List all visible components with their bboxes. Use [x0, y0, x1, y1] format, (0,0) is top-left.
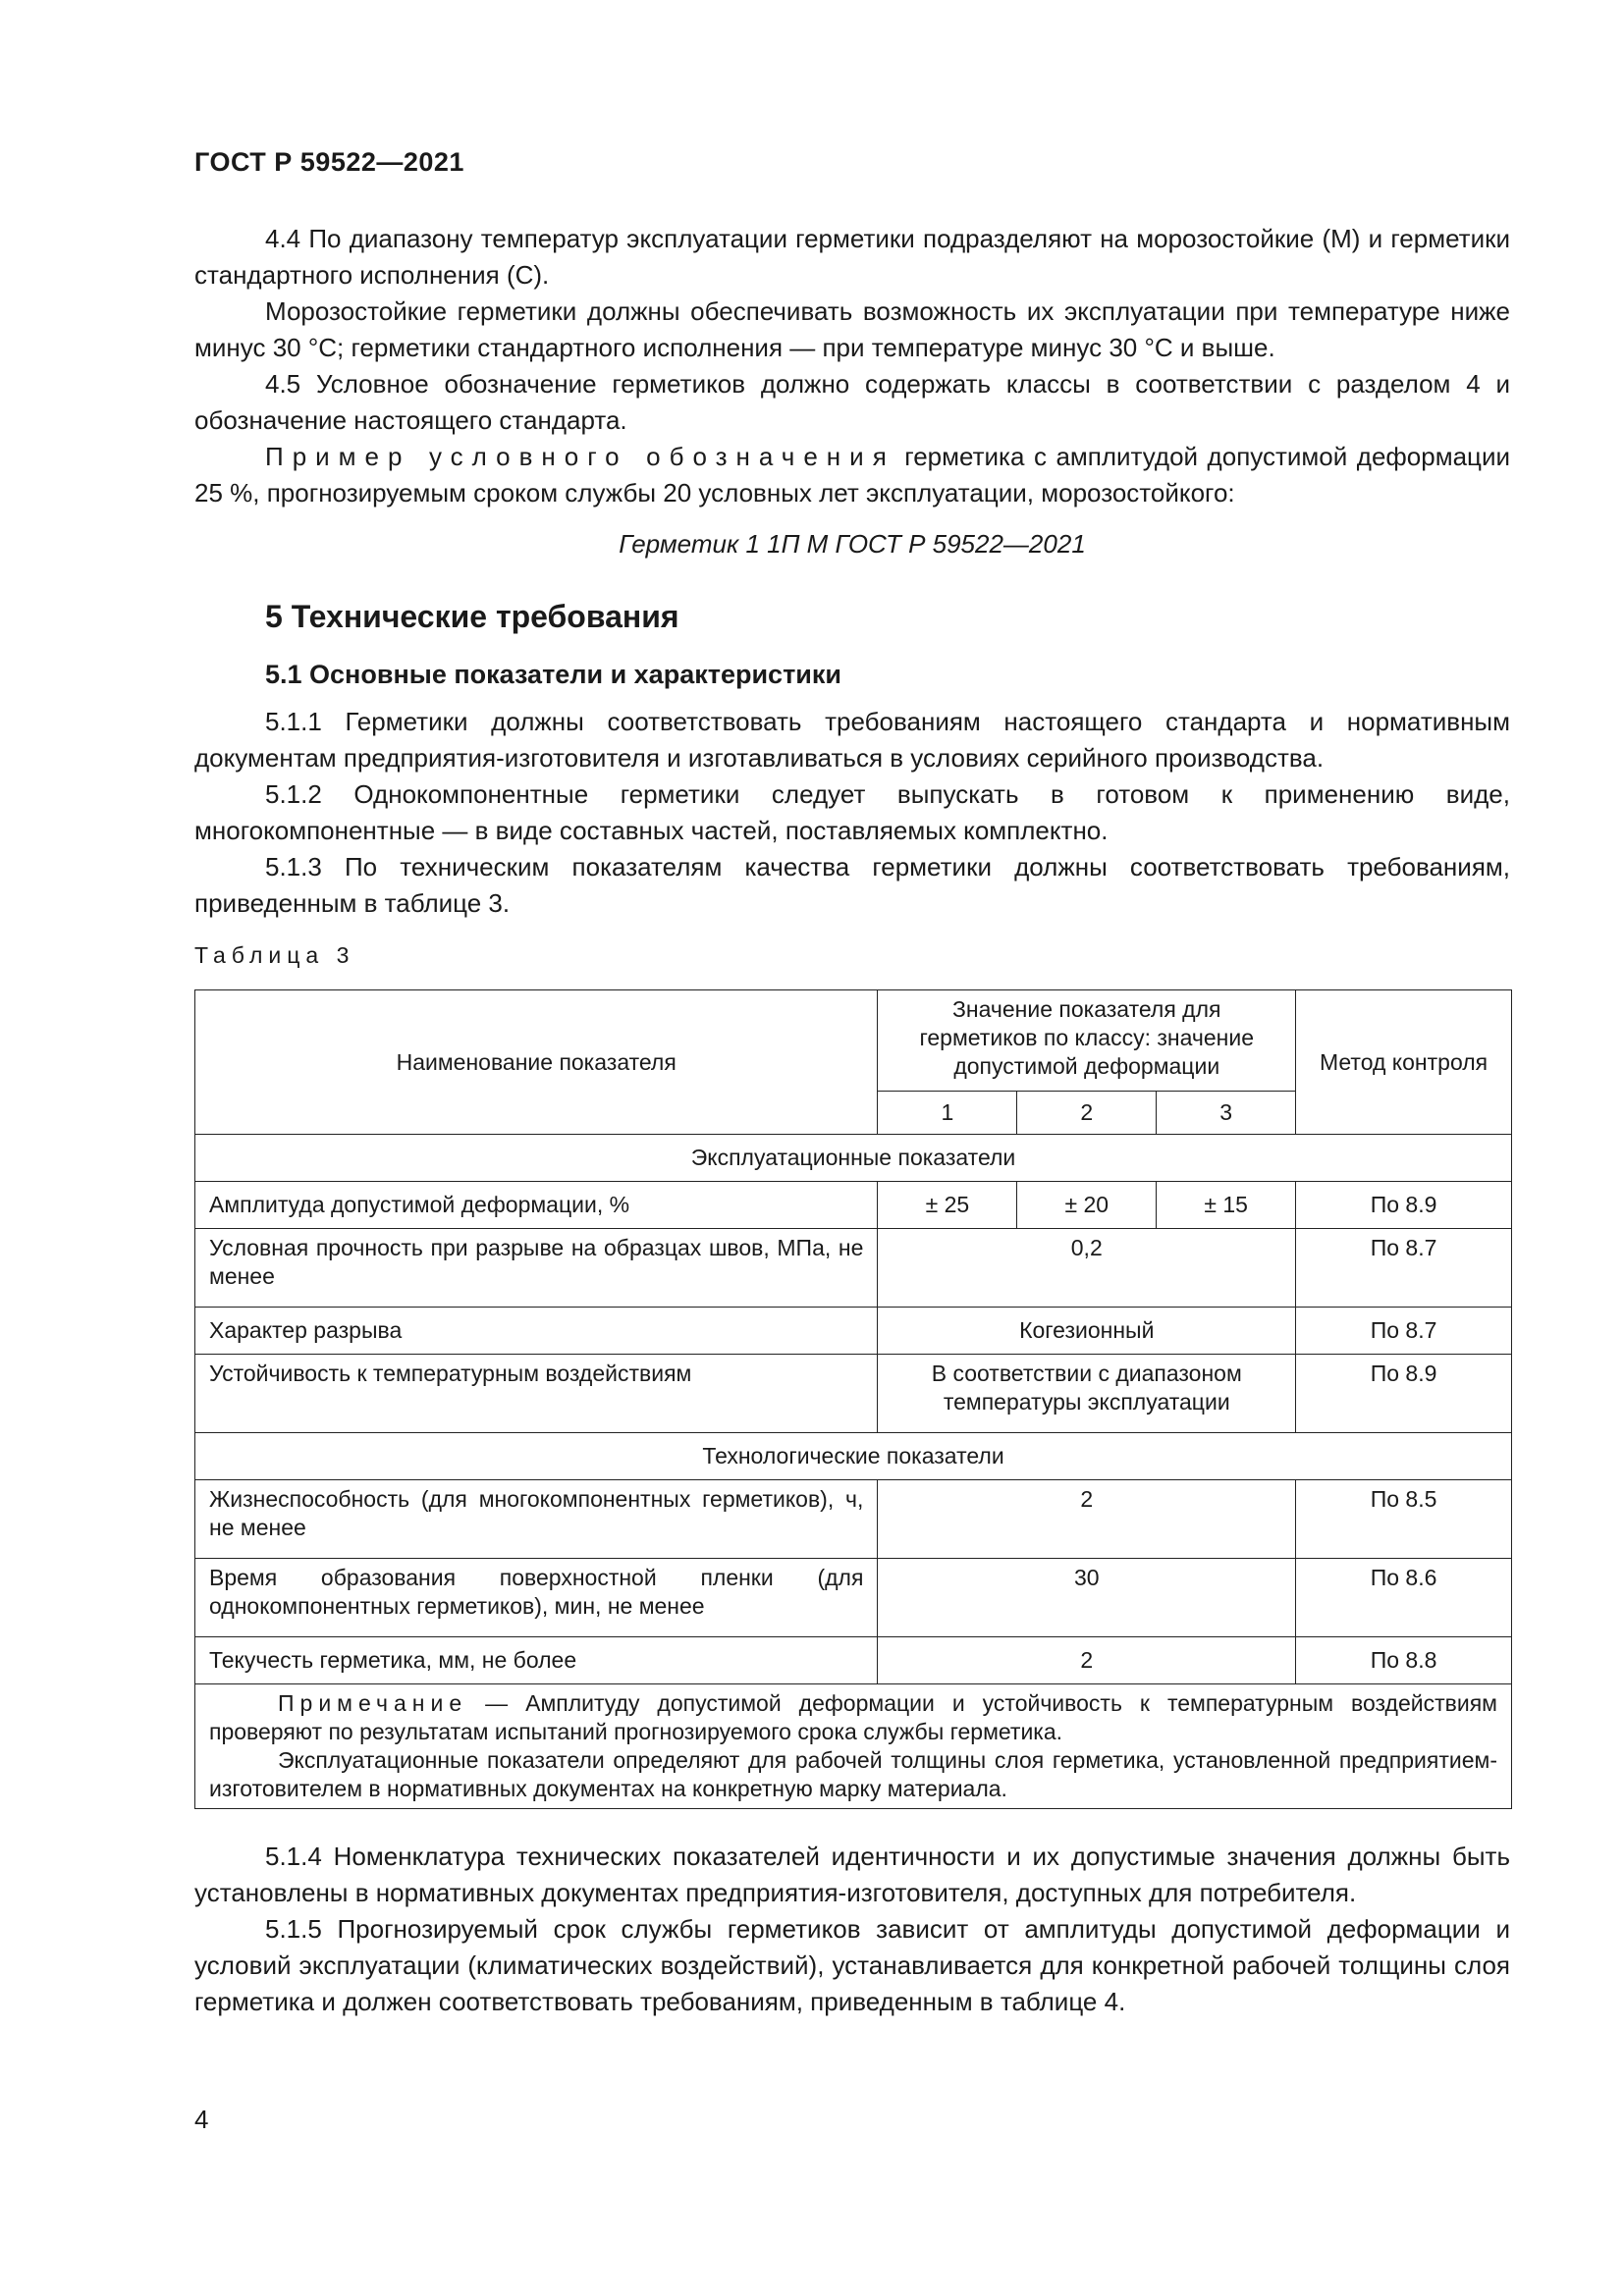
paragraph-5-1-4: 5.1.4 Номенклатура технических показателей идентичности и их допустимые значения должны быть установлены в нормативных документах предприятия-изготовителя, доступных для потребителя.	[194, 1842, 1510, 1907]
row-amplitude-v1: ± 25	[878, 1182, 1017, 1229]
row-skin-time-method: По 8.6	[1296, 1559, 1512, 1637]
table-row	[195, 1308, 1512, 1355]
table-note	[195, 1684, 1512, 1809]
document-body	[194, 221, 1510, 2020]
row-pot-life-value: 2	[878, 1480, 1296, 1559]
table-note-line-1	[209, 1689, 1497, 1746]
paragraph-5-1-2: 5.1.2 Однокомпонентные герметики следует выпускать в готовом к применению виде, многокомпонентные — в виде составных частей, поставляемых комплектно.	[194, 779, 1510, 845]
table-note-line-2: Эксплуатационные показатели определяют для рабочей толщины слоя герметика, установленной предприятием-изготовителем в нормативных документах на конкретную марку материала.	[209, 1747, 1497, 1801]
table-row	[195, 1182, 1512, 1229]
header-name: Наименование показателя	[195, 990, 878, 1135]
page-number: 4	[194, 2105, 209, 2134]
row-rupture-name: Характер разрыва	[195, 1308, 878, 1355]
row-temperature-method: По 8.9	[1296, 1355, 1512, 1433]
table-row	[195, 1559, 1512, 1637]
example-designation: Герметик 1 1П М ГОСТ Р 59522—2021	[619, 529, 1086, 559]
row-fluidity-value: 2	[878, 1637, 1296, 1684]
subsection-title: 5.1 Основные показатели и характеристики	[265, 660, 841, 689]
table-label: Таблица 3	[194, 942, 355, 968]
row-rupture-value: Когезионный	[878, 1308, 1296, 1355]
paragraph-4-5: 4.5 Условное обозначение герметиков должно содержать классы в соответствии с разделом 4 и обозначение настоящего стандарта.	[194, 369, 1510, 435]
row-amplitude-method: По 8.9	[1296, 1182, 1512, 1229]
paragraph-4-4: 4.4 По диапазону температур эксплуатации герметики подразделяют на морозостойкие (М) и герметики стандартного исполнения (С).	[194, 224, 1510, 290]
paragraph-frost-resistant: Морозостойкие герметики должны обеспечивать возможность их эксплуатации при температуре ниже минус 30 °С; герметики стандартного исполнения — при температуре минус 30 °С и выше.	[194, 296, 1510, 362]
example-label: Пример условного обозначения	[265, 442, 895, 471]
header-method: Метод контроля	[1296, 990, 1512, 1135]
row-temperature-name: Устойчивость к температурным воздействиям	[195, 1355, 878, 1433]
row-skin-time-name: Время образования поверхностной пленки (для однокомпонентных герметиков), мин, не менее	[195, 1559, 878, 1637]
row-amplitude-name: Амплитуда допустимой деформации, %	[195, 1182, 878, 1229]
row-fluidity-method: По 8.8	[1296, 1637, 1512, 1684]
paragraph-5-1-3: 5.1.3 По техническим показателям качества герметики должны соответствовать требованиям, приведенным в таблице 3.	[194, 852, 1510, 918]
requirements-table	[194, 989, 1512, 1809]
row-strength-method: По 8.7	[1296, 1229, 1512, 1308]
example-paragraph	[194, 439, 1510, 511]
section-title: 5 Технические требования	[265, 599, 679, 634]
table-note-text-1: — Амплитуду допустимой деформации и устойчивость к температурным воздействиям проверяют по результатам испытаний прогнозируемого срока службы герметика.	[209, 1690, 1497, 1744]
row-strength-value: 0,2	[878, 1229, 1296, 1308]
group-technological: Технологические показатели	[195, 1433, 1512, 1480]
header-class-2: 2	[1017, 1092, 1157, 1135]
table-row	[195, 1229, 1512, 1308]
table-row	[195, 1355, 1512, 1433]
header-class-1: 1	[878, 1092, 1017, 1135]
group-operational: Эксплуатационные показатели	[195, 1135, 1512, 1182]
row-pot-life-method: По 8.5	[1296, 1480, 1512, 1559]
example-text: герметика с амплитудой допустимой деформации 25 %, прогнозируемым сроком службы 20 условных лет эксплуатации, морозостойкого:	[194, 442, 1510, 507]
header-class-3: 3	[1157, 1092, 1296, 1135]
row-amplitude-v3: ± 15	[1157, 1182, 1296, 1229]
table-note-label: Примечание	[278, 1690, 468, 1716]
row-temperature-value: В соответствии с диапазоном температуры эксплуатации	[878, 1355, 1296, 1433]
row-strength-name: Условная прочность при разрыве на образцах швов, МПа, не менее	[195, 1229, 878, 1308]
row-rupture-method: По 8.7	[1296, 1308, 1512, 1355]
table-row	[195, 1480, 1512, 1559]
table-row	[195, 1637, 1512, 1684]
paragraph-5-1-5: 5.1.5 Прогнозируемый срок службы герметиков зависит от амплитуды допустимой деформации и условий эксплуатации (климатических воздействий), устанавливается для конкретной рабочей толщины слоя герметика и должен соответствовать требованиям, приведенным в таблице 4.	[194, 1914, 1510, 2016]
header-value-group: Значение показателя для герметиков по классу: значение допустимой деформации	[878, 990, 1296, 1092]
paragraph-5-1-1: 5.1.1 Герметики должны соответствовать требованиям настоящего стандарта и нормативным документам предприятия-изготовителя и изготавливаться в условиях серийного производства.	[194, 707, 1510, 773]
row-skin-time-value: 30	[878, 1559, 1296, 1637]
row-fluidity-name: Текучесть герметика, мм, не более	[195, 1637, 878, 1684]
row-amplitude-v2: ± 20	[1017, 1182, 1157, 1229]
document-header: ГОСТ Р 59522—2021	[194, 147, 464, 177]
row-pot-life-name: Жизнеспособность (для многокомпонентных герметиков), ч, не менее	[195, 1480, 878, 1559]
